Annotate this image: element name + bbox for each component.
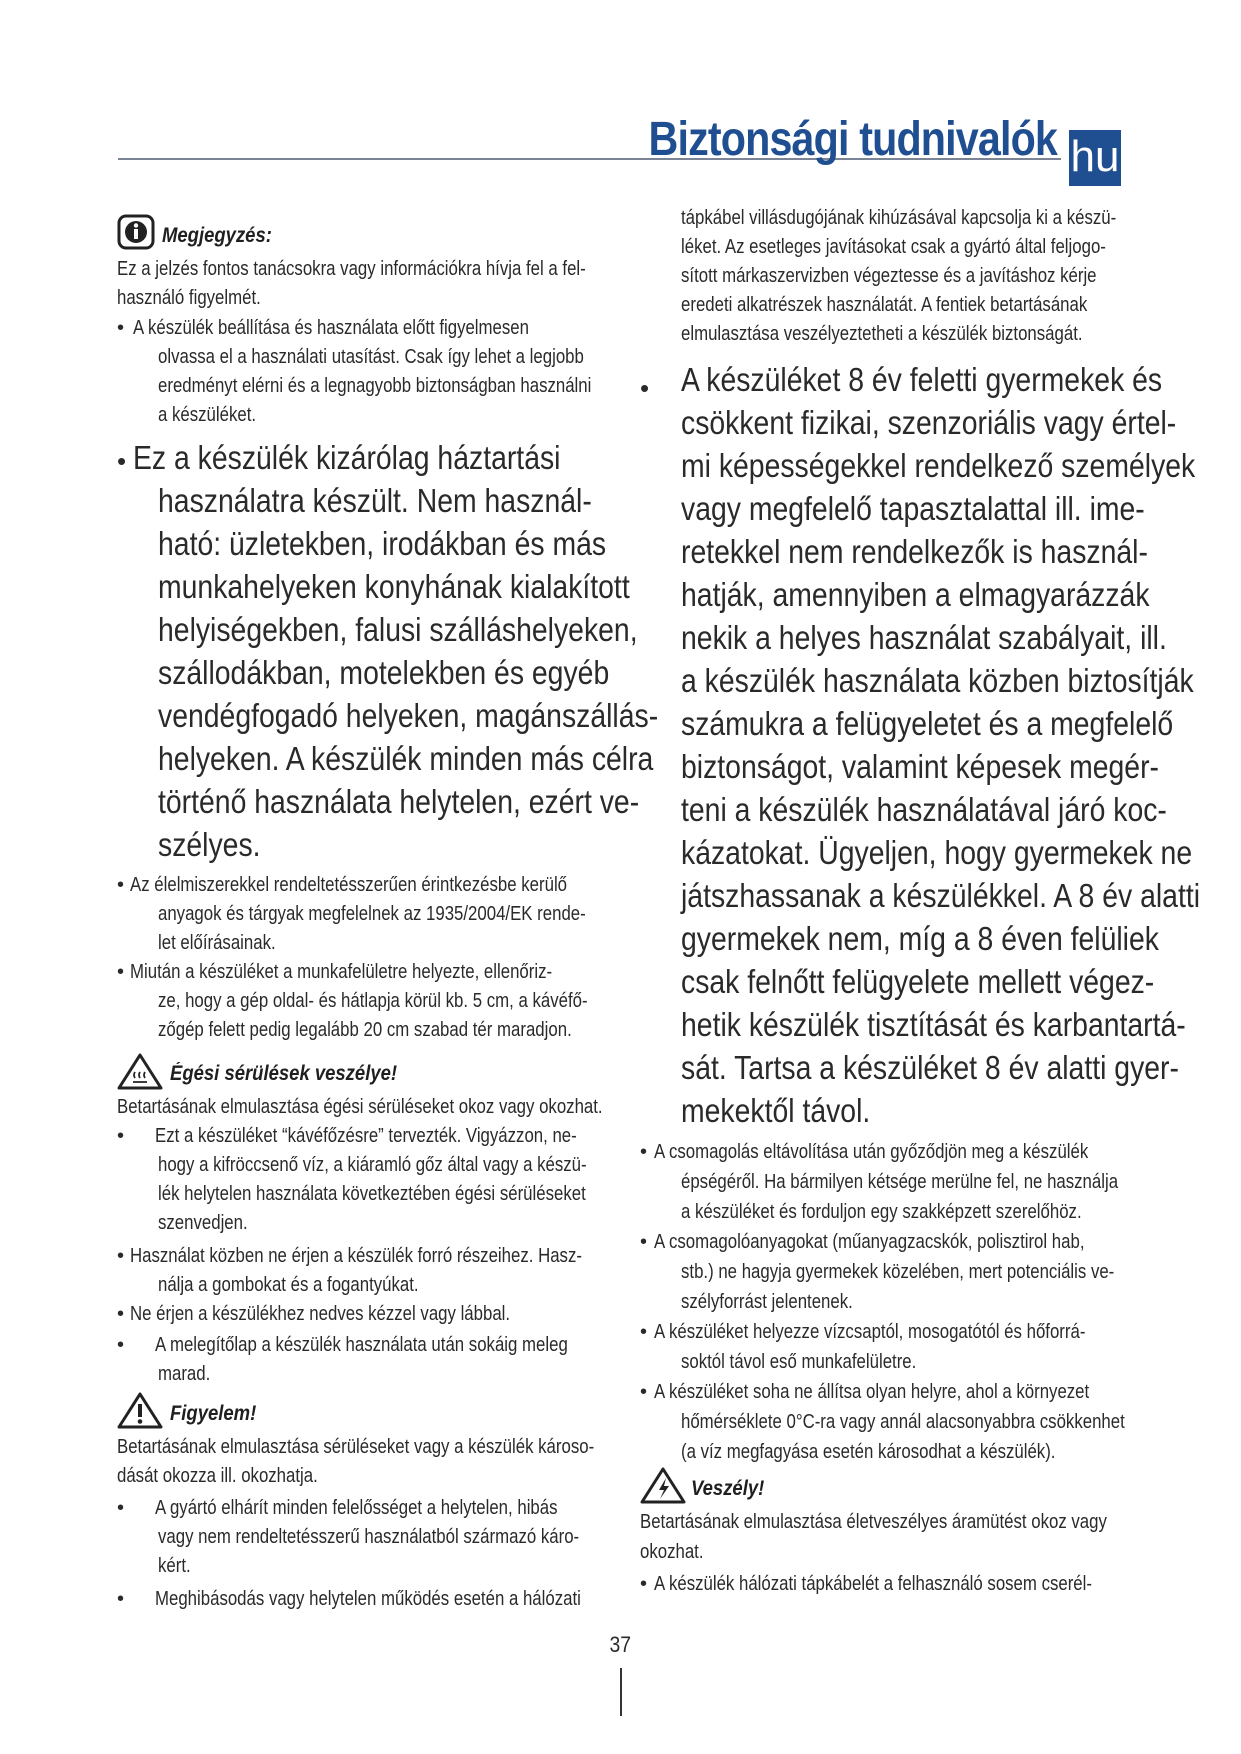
list-item: ze, hogy a gép oldal- és hátlapja körül kb. 5 cm, a kávéfő- bbox=[158, 990, 588, 1012]
list-item: csak felnőtt felügyelete mellett végez- bbox=[681, 963, 1155, 1000]
list-item: csökkent fizikai, szenzoriális vagy értel- bbox=[681, 404, 1177, 441]
bullet-dot: • bbox=[117, 1334, 125, 1356]
bullet-dot: • bbox=[640, 1573, 648, 1595]
electric-shock-warning-icon bbox=[640, 1466, 686, 1504]
list-item: A készülék beállítása és használata előtt figyelmesen bbox=[133, 317, 529, 339]
bullet-dot: • bbox=[640, 1381, 648, 1403]
list-item: használatra készült. Nem használ- bbox=[158, 482, 592, 519]
list-item: Meghibásodás vagy helytelen működés esetén a hálózati bbox=[155, 1588, 581, 1610]
list-item: ható: üzletekben, irodákban és más bbox=[158, 525, 607, 562]
bullet-dot: • bbox=[117, 961, 125, 983]
list-item: vagy megfelelő tapasztalattal ill. ime- bbox=[681, 490, 1145, 527]
bullet-dot: • bbox=[117, 1588, 125, 1610]
danger-text: okozhat. bbox=[640, 1541, 704, 1563]
list-item: számukra a felügyeletet és a megfelelő bbox=[681, 705, 1174, 742]
list-item: zőgép felett pedig legalább 20 cm szabad tér maradjon. bbox=[158, 1019, 572, 1041]
list-item: A csomagolás eltávolítása után győződjön meg a készülék bbox=[654, 1141, 1089, 1163]
continued-text: eredeti alkatrészek használatát. A fentiek betartásának bbox=[681, 294, 1088, 316]
language-badge: hu bbox=[1069, 130, 1121, 186]
list-item: mekektől távol. bbox=[681, 1092, 871, 1129]
list-item: kért. bbox=[158, 1555, 191, 1577]
list-item: anyagok és tárgyak megfelelnek az 1935/2004/EK rende- bbox=[158, 903, 586, 925]
list-item: retekkel nem rendelkezők is használ- bbox=[681, 533, 1148, 570]
list-item: Az élelmiszerekkel rendeltetésszerűen érintkezésbe kerülő bbox=[130, 874, 568, 896]
list-item: teni a készülék használatával járó koc- bbox=[681, 791, 1167, 828]
bullet-dot: • bbox=[117, 1245, 125, 1267]
list-item: épségéről. Ha bármilyen kétsége merülne fel, ne használja bbox=[681, 1171, 1119, 1193]
info-icon bbox=[117, 214, 155, 250]
list-item: hogy a kifröccsenő víz, a kiáramló gőz által vagy a készü- bbox=[158, 1154, 587, 1176]
list-item: szenvedjen. bbox=[158, 1212, 248, 1234]
list-item: stb.) ne hagyja gyermekek közelében, mert potenciális ve- bbox=[681, 1261, 1115, 1283]
continued-text: léket. Az esetleges javításokat csak a gyártó által feljogo- bbox=[681, 236, 1106, 258]
list-item: vagy nem rendeltetésszerű használatból származó káro- bbox=[158, 1526, 580, 1548]
continued-text: tápkábel villásdugójának kihúzásával kapcsolja ki a készü- bbox=[681, 207, 1117, 229]
list-item: Használat közben ne érjen a készülék forró részeihez. Hasz- bbox=[130, 1245, 582, 1267]
warning-icon bbox=[117, 1391, 163, 1429]
danger-text: Betartásának elmulasztása életveszélyes áramütést okoz vagy bbox=[640, 1511, 1107, 1533]
list-item: hetik készülék tisztítását és karbantartá- bbox=[681, 1006, 1186, 1043]
list-item: Ezt a készüléket “kávéfőzésre” tervezték. Vigyázzon, ne- bbox=[155, 1125, 577, 1147]
page-number: 37 bbox=[609, 1632, 632, 1657]
list-item: Ne érjen a készülékhez nedves kézzel vagy lábbal. bbox=[130, 1303, 511, 1325]
continued-text: sított márkaszervizben végeztesse és a javításhoz kérje bbox=[681, 265, 1097, 287]
warning-heading: Figyelem! bbox=[170, 1402, 257, 1425]
list-item: mi képességekkel rendelkező személyek bbox=[681, 447, 1196, 484]
list-item: A melegítőlap a készülék használata után sokáig meleg bbox=[155, 1334, 568, 1356]
list-item: munkahelyeken konyhának kialakított bbox=[158, 568, 630, 605]
page-divider bbox=[620, 1668, 622, 1716]
bullet-dot: • bbox=[117, 874, 125, 896]
list-item: soktól távol eső munkafelületre. bbox=[681, 1351, 917, 1373]
list-item: a készüléket és forduljon egy szakképzett szerelőhöz. bbox=[681, 1201, 1082, 1223]
list-item: lék helytelen használata következtében égési sérüléseket bbox=[158, 1183, 586, 1205]
list-item: (a víz megfagyása esetén károsodhat a készülék). bbox=[681, 1441, 1056, 1463]
bullet-dot: • bbox=[117, 1303, 125, 1325]
list-item: nálja a gombokat és a fogantyúkat. bbox=[158, 1274, 419, 1296]
list-item: Ez a készülék kizárólag háztartási bbox=[133, 439, 561, 476]
list-item: történő használata helytelen, ezért ve- bbox=[158, 783, 640, 820]
list-item: marad. bbox=[158, 1363, 211, 1385]
list-item: olvassa el a használati utasítást. Csak így lehet a legjobb bbox=[158, 346, 584, 368]
bullet-dot: • bbox=[117, 446, 127, 476]
list-item: A készüléket 8 év feletti gyermekek és bbox=[681, 361, 1163, 398]
list-item: gyermekek nem, míg a 8 éven felüliek bbox=[681, 920, 1159, 957]
burn-text: Betartásának elmulasztása égési sérüléseket okoz vagy okozhat. bbox=[117, 1096, 603, 1118]
bullet-dot: • bbox=[640, 373, 650, 403]
list-item: A készüléket helyezze vízcsaptól, mosogatótól és hőforrá- bbox=[654, 1321, 1086, 1343]
list-item: sát. Tartsa a készüléket 8 év alatti gyer- bbox=[681, 1049, 1179, 1086]
list-item: hatják, amennyiben a elmagyarázzák bbox=[681, 576, 1150, 613]
list-item: a készüléket. bbox=[158, 404, 257, 426]
note-heading: Megjegyzés: bbox=[162, 224, 272, 247]
hot-surface-warning-icon bbox=[117, 1052, 163, 1090]
note-text: Ez a jelzés fontos tanácsokra vagy információkra hívja fel a fel- bbox=[117, 258, 586, 280]
page-title: Biztonsági tudnivalók bbox=[648, 113, 1057, 166]
bullet-dot: • bbox=[640, 1321, 648, 1343]
list-item: biztonságot, valamint képesek megér- bbox=[681, 748, 1159, 785]
danger-heading: Veszély! bbox=[691, 1477, 765, 1500]
list-item: vendégfogadó helyeken, magánszállás- bbox=[158, 697, 659, 734]
list-item: Miután a készüléket a munkafelületre helyezte, ellenőriz- bbox=[130, 961, 553, 983]
continued-text: elmulasztása veszélyeztetheti a készülék biztonságát. bbox=[681, 323, 1083, 345]
burn-heading: Égési sérülések veszélye! bbox=[170, 1062, 398, 1085]
bullet-dot: • bbox=[640, 1231, 648, 1253]
list-item: a készülék használata közben biztosítják bbox=[681, 662, 1194, 699]
list-item: szállodákban, motelekben és egyéb bbox=[158, 654, 610, 691]
list-item: szélyes. bbox=[158, 826, 261, 863]
list-item: szélyforrást jelentenek. bbox=[681, 1291, 853, 1313]
note-text: használó figyelmét. bbox=[117, 287, 261, 309]
list-item: eredményt elérni és a legnagyobb biztonságban használni bbox=[158, 375, 592, 397]
list-item: let előírásainak. bbox=[158, 932, 276, 954]
list-item: A készüléket soha ne állítsa olyan helyre, ahol a környezet bbox=[654, 1381, 1090, 1403]
list-item: kázatokat. Ügyeljen, hogy gyermekek ne bbox=[681, 834, 1193, 871]
warning-text: Betartásának elmulasztása sérüléseket vagy a készülék károso- bbox=[117, 1436, 595, 1458]
list-item: A csomagolóanyagokat (műanyagzacskók, polisztirol hab, bbox=[654, 1231, 1085, 1253]
list-item: helyeken. A készülék minden más célra bbox=[158, 740, 654, 777]
bullet-dot: • bbox=[640, 1141, 648, 1163]
list-item: helyiségekben, falusi szálláshelyeken, bbox=[158, 611, 638, 648]
bullet-dot: • bbox=[117, 317, 125, 339]
list-item: A készülék hálózati tápkábelét a felhasználó sosem cserél- bbox=[654, 1573, 1092, 1595]
bullet-dot: • bbox=[117, 1497, 125, 1519]
list-item: hőmérséklete 0°C-ra vagy annál alacsonyabbra csökkenhet bbox=[681, 1411, 1125, 1433]
list-item: nekik a helyes használat szabályait, ill. bbox=[681, 619, 1167, 656]
list-item: játszhassanak a készülékkel. A 8 év alatti bbox=[681, 877, 1201, 914]
warning-text: dását okozza ill. okozhatja. bbox=[117, 1465, 318, 1487]
list-item: A gyártó elhárít minden felelősséget a helytelen, hibás bbox=[155, 1497, 558, 1519]
bullet-dot: • bbox=[117, 1125, 125, 1147]
